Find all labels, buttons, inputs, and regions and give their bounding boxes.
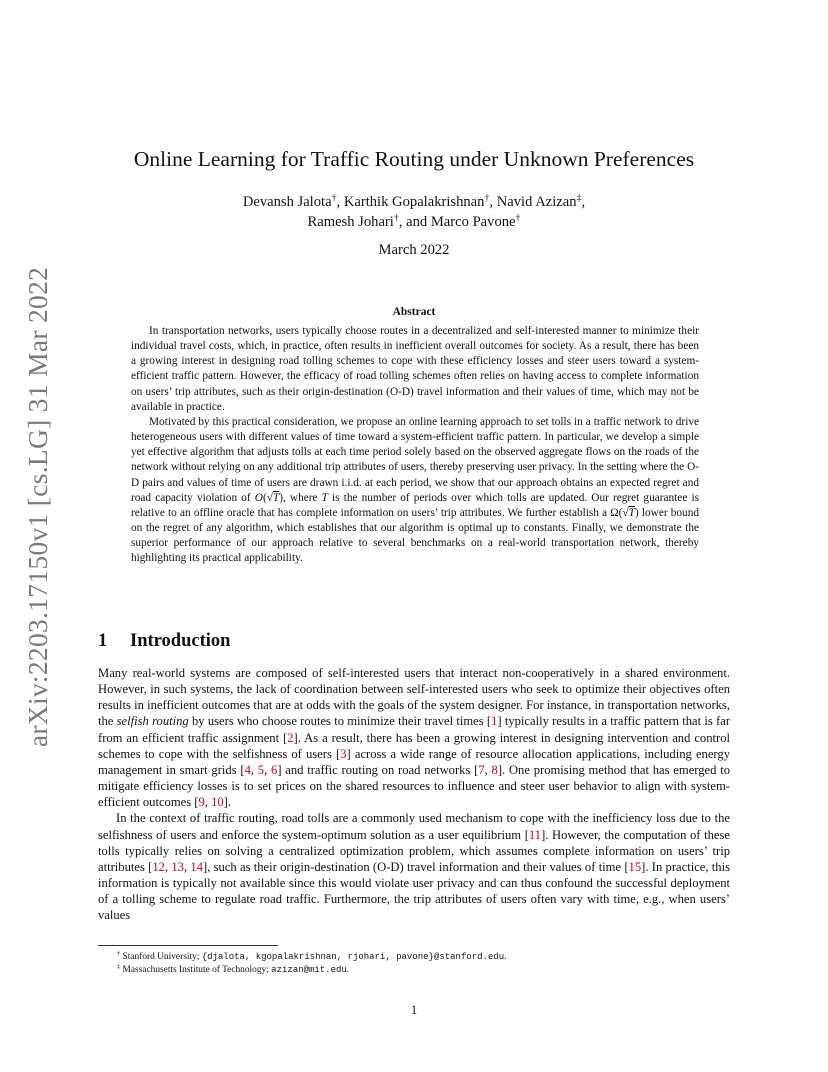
abstract-heading: Abstract <box>392 306 436 318</box>
introduction-body <box>98 665 730 924</box>
footnote-1-email: {djalota, kgopalakrishnan, rjohari, pavone}@stanford.edu <box>201 952 505 962</box>
intro-paragraph-1: Many real-world systems are composed of self-interested users that interact non-cooperatively in a shared environment. However, in such systems, the lack of coordination between self-interested users who seek to optimize their objectives often results in inefficient outcomes that are at odds with the goals of the system designer. For instance, in transportation networks, the selfish routing by users who choose routes to minimize their travel times [1] typically results in a traffic pattern that is far from an efficient traffic assignment [2]. As a result, there has been a growing interest in designing intervention and control schemes to cope with the selfishness of users [3] across a wide range of resource allocation applications, including energy management in smart grids [4, 5, 6] and traffic routing on road networks [7, 8]. One promising method that has emerged to mitigate efficiency losses is to set prices on the shared resources to influence and steer user behavior to align with system-efficient outcomes [9, 10]. <box>98 666 731 810</box>
abstract-paragraph-2: Motivated by this practical consideration, we propose an online learning approach to set tolls in a traffic network to drive heterogeneous users with different values of time toward a system-efficient traffic pattern. In particular, we develop a simple yet effective algorithm that adjusts tolls at each time period solely based on the observed aggregate flows on the roads of the network without relying on any additional trip attributes of users, thereby preserving user privacy. In the setting where the O-D pairs and values of time of users are drawn i.i.d. at each period, we show that our approach obtains an expected regret and road capacity violation of O(√T), where T is the number of periods over which tolls are updated. Our regret guarantee is relative to an offline oracle that has complete information on users’ trip attributes. We further establish a Ω(√T) lower bound on the regret of any algorithm, which establishes that our algorithm is optimal up to constants. Finally, we demonstrate the superior performance of our approach relative to several benchmarks on a real-world transportation network, thereby highlighting its practical applicability. <box>131 415 700 565</box>
section-number: 1 <box>98 631 108 651</box>
author-line-1: Devansh Jalota†, Karthik Gopalakrishnan†, Navid Azizan‡, <box>242 192 586 210</box>
arxiv-id: arXiv:2203.17150v1 [cs.LG] 31 Mar 2022 <box>22 266 53 748</box>
paper-date: March 2022 <box>378 242 450 258</box>
intro-paragraph-2: In the context of traffic routing, road tolls are a commonly used mechanism to cope with the inefficiency loss due to the selfishness of users and enforce the system-optimum solution as a user equilibrium [11]. However, the computation of these tolls typically relies on solving a centralized optimization problem, which assumes complete information on users’ trip attributes [12, 13, 14], such as their origin-destination (O-D) travel information and their values of time [15]. In practice, this information is typically not available since this would violate user privacy and can thus confound the successful deployment of a tolling scheme to regulate road traffic. Furthermore, the trip attributes of users often vary with time, e.g., when users’ values <box>98 811 730 923</box>
abstract-paragraph-1: In transportation networks, users typically choose routes in a decentralized and self-interested manner to minimize their individual travel costs, which, in practice, often results in inefficient overall outcomes for society. As a result, there has been a growing interest in designing road tolling schemes to cope with these efficiency losses and steer users toward a system-efficient traffic pattern. However, the efficacy of road tolling schemes often relies on having access to complete information on users’ trip attributes, such as their origin-destination (O-D) travel information and their values of time, which may not be available in practice. <box>131 325 699 413</box>
section-title: Introduction <box>130 631 231 651</box>
footnote-divider <box>98 945 278 946</box>
arxiv-stamp <box>18 266 58 748</box>
footnote-1: † Stanford University; {djalota, kgopalakrishnan, rjohari, pavone}@stanford.edu. <box>117 950 507 962</box>
paper-title: Online Learning for Traffic Routing under Unknown Preferences <box>133 147 695 171</box>
author-list <box>120 192 708 232</box>
section-heading <box>98 631 230 652</box>
author-line-2: Ramesh Johari†, and Marco Pavone† <box>307 212 521 230</box>
abstract-body <box>131 324 699 567</box>
footnote-2: ‡ Massachusetts Institute of Technology; azizan@mit.edu. <box>117 963 350 975</box>
footnote-2-email: azizan@mit.edu <box>271 965 347 975</box>
footnotes <box>117 951 507 977</box>
page-number: 1 <box>410 1003 418 1017</box>
